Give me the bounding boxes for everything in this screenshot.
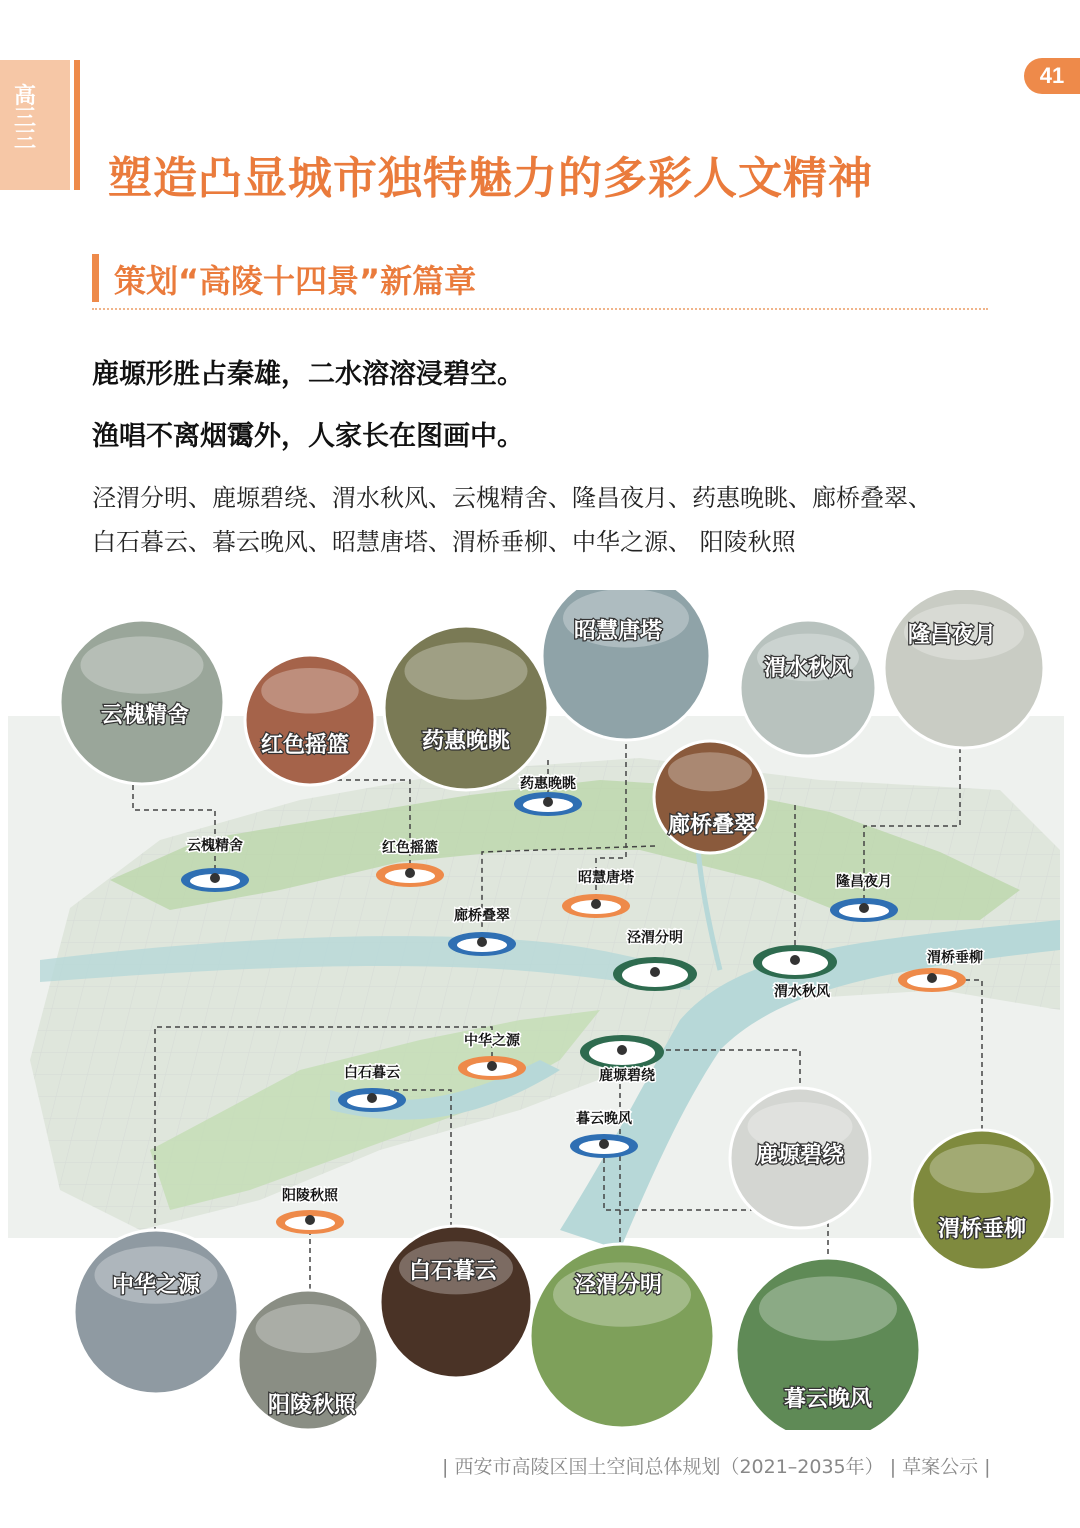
- photo-label: 中华之源: [111, 1273, 201, 1298]
- marker-dot: [790, 955, 800, 965]
- marker-label: 渭桥垂柳: [927, 950, 983, 966]
- marker-dot: [650, 967, 660, 977]
- marker-dot: [305, 1215, 315, 1225]
- photo-label: 渭桥垂柳: [937, 1217, 1027, 1242]
- subtitle-accent-bar: [92, 254, 99, 302]
- photo-label: 暮云晚风: [783, 1387, 873, 1412]
- marker-dot: [405, 868, 415, 878]
- photo-label: 云槐精舍: [100, 703, 190, 728]
- historic-building-photo-icon: [245, 655, 375, 785]
- photo-sky: [256, 1304, 361, 1353]
- marker-dot: [487, 1061, 497, 1071]
- photo-label: 鹿塬碧绕: [755, 1143, 845, 1168]
- marker-dot: [859, 903, 869, 913]
- section-subtitle: 策划“高陵十四景”新篇章: [114, 262, 477, 300]
- river-painting-icon: [740, 620, 876, 756]
- photo-label: 药惠晚眺: [421, 729, 511, 754]
- gaoling-logo-icon: 高 三 三: [13, 84, 36, 153]
- photo-label: 白石暮云: [408, 1259, 498, 1284]
- photo-sky: [759, 1276, 897, 1340]
- photo-label: 红色摇篮: [260, 733, 350, 758]
- pavilion-painting-icon: [884, 590, 1044, 748]
- marker-dot: [617, 1045, 627, 1055]
- marker-label: 阳陵秋照: [282, 1188, 338, 1204]
- marker-dot: [210, 873, 220, 883]
- marker-label: 渭水秋风: [774, 984, 830, 1000]
- photo-label: 隆昌夜月: [907, 623, 997, 648]
- scenic-list-line-2: 白石暮云、暮云晚风、昭慧唐塔、渭桥垂柳、中华之源、 阳陵秋照: [92, 528, 796, 556]
- photo-sky: [930, 1144, 1035, 1193]
- marker-label: 云槐精舍: [187, 838, 243, 854]
- marker-label: 暮云晚风: [576, 1111, 632, 1127]
- marker-dot: [367, 1093, 377, 1103]
- skyline-photo-icon: [74, 1230, 238, 1394]
- map-marker: [514, 775, 582, 816]
- marker-label: 隆昌夜月: [836, 874, 892, 890]
- scenic-map: [0, 590, 1080, 1430]
- marker-dot: [927, 973, 937, 983]
- scenic-list-line-1: 泾渭分明、鹿塬碧绕、渭水秋风、云槐精舍、隆昌夜月、药惠晚眺、廊桥叠翠、: [92, 484, 932, 512]
- photo-sky: [81, 636, 204, 693]
- lake-photo-icon: [736, 1258, 920, 1430]
- photo-sky: [405, 642, 528, 699]
- photo-label: 昭慧唐塔: [573, 619, 663, 644]
- pagoda-photo-icon: [542, 590, 710, 740]
- marker-label: 白石暮云: [344, 1065, 400, 1081]
- river-confluence-photo-icon: [530, 1244, 714, 1428]
- marker-dot: [477, 937, 487, 947]
- marker-label: 昭慧唐塔: [578, 870, 634, 886]
- marker-label: 泾渭分明: [627, 930, 683, 946]
- footer-text: | 西安市高陵区国土空间总体规划（2021–2035年） | 草案公示 |: [442, 1456, 991, 1478]
- pine-tree-painting-icon: [60, 620, 224, 784]
- marker-label: 药惠晚眺: [520, 776, 576, 792]
- poem-line-2: 渔唱不离烟霭外，人家长在图画中。: [92, 421, 524, 452]
- photo-label: 阳陵秋照: [267, 1393, 357, 1418]
- sunset-rock-photo-icon: [380, 1226, 532, 1378]
- title-accent-bar: [74, 60, 80, 190]
- photo-label: 泾渭分明: [573, 1273, 663, 1298]
- mausoleum-photo-icon: [238, 1290, 378, 1430]
- photo-sky: [261, 668, 359, 714]
- marker-label: 鹿塬碧绕: [599, 1068, 655, 1084]
- landscape-painting-icon: [730, 1088, 870, 1228]
- marker-label: 廊桥叠翠: [454, 908, 510, 924]
- photo-label: 廊桥叠翠: [667, 813, 757, 838]
- poem-line-1: 鹿塬形胜占秦雄，二水溶溶浸碧空。: [92, 359, 524, 390]
- page-title: 塑造凸显城市独特魅力的多彩人文精神: [108, 153, 873, 204]
- wetland-photo-icon: [384, 626, 548, 790]
- photo-label: 渭水秋风: [763, 656, 853, 681]
- marker-dot: [599, 1139, 609, 1149]
- page-number: 41: [1024, 58, 1080, 94]
- marker-label: 中华之源: [464, 1033, 520, 1049]
- marker-dot: [543, 797, 553, 807]
- marker-dot: [591, 899, 601, 909]
- covered-bridge-photo-icon: [654, 741, 766, 853]
- marker-label: 红色摇篮: [382, 840, 438, 856]
- dotted-divider: [92, 308, 988, 310]
- photo-sky: [668, 752, 752, 791]
- willow-bridge-photo-icon: [912, 1130, 1052, 1270]
